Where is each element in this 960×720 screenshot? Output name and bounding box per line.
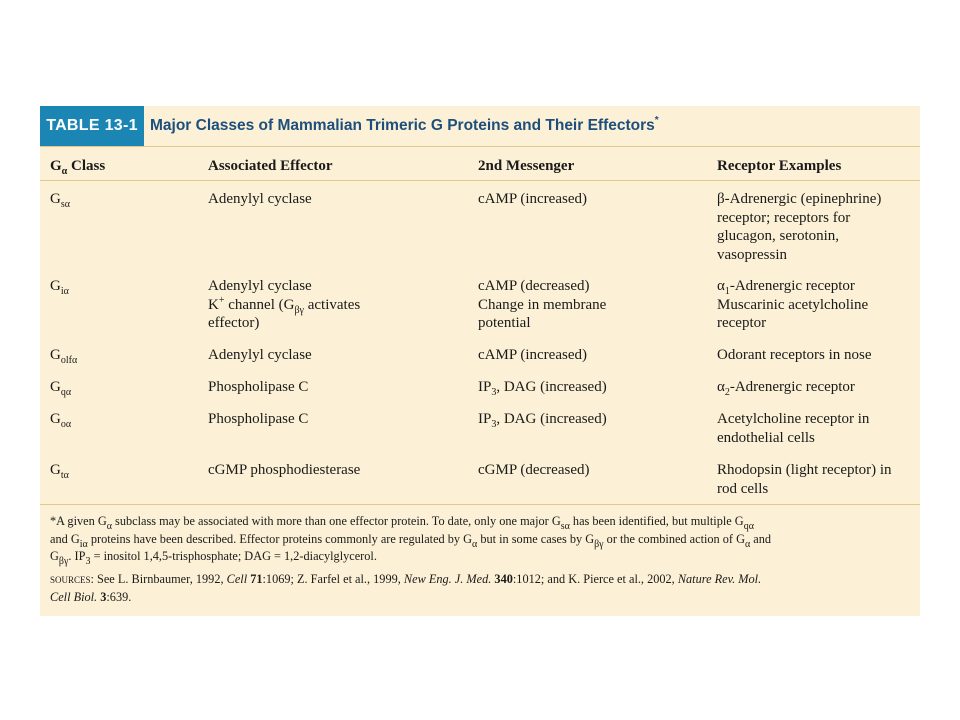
receptor-line: vasopressin xyxy=(717,246,787,263)
row-class-sub: oα xyxy=(60,419,72,430)
messenger-dag-text: , DAG (increased) xyxy=(496,379,607,395)
header-divider xyxy=(40,146,920,147)
row-class-sub: olfα xyxy=(60,355,78,366)
table-panel xyxy=(40,106,920,616)
footnote-sub: 3 xyxy=(85,556,91,567)
receptor-alpha: α xyxy=(717,278,725,294)
effector-channel-text: channel (G xyxy=(224,296,295,313)
footnote-sub: α xyxy=(106,521,112,532)
receptor-alpha: α xyxy=(717,379,725,395)
row-effector-golf: Adenylyl cyclase xyxy=(208,347,312,363)
row-messenger-gs: cAMP (increased) xyxy=(478,191,587,207)
receptor-line: receptor xyxy=(717,315,767,331)
messenger-ip-sub: 3 xyxy=(491,419,497,430)
footnote-sub: βγ xyxy=(58,556,69,567)
row-messenger-gt: cGMP (decreased) xyxy=(478,462,590,478)
footnote-text: proteins have been described. Effector proteins commonly are regulated by G xyxy=(87,531,473,546)
footnote-text: subclass may be associated with more than one effector protein. To date, only one major G xyxy=(111,514,561,528)
column-header-divider xyxy=(40,180,920,181)
sources-volume: 3 xyxy=(100,589,107,604)
row-class-gs xyxy=(50,190,70,209)
receptor-line: Muscarinic acetylcholine xyxy=(717,296,869,313)
footnote-text: has been identified, but multiple G xyxy=(569,514,744,528)
footnote-sub: α xyxy=(744,538,751,550)
footnote-sub: βγ xyxy=(594,538,604,550)
class-header-g: G xyxy=(50,158,62,174)
sources-journal: Nature Rev. Mol. xyxy=(677,572,762,586)
row-class-main: G xyxy=(50,411,61,427)
effector-k-charge: + xyxy=(218,294,225,306)
sources-text: : See L. Birnbaumer, 1992, xyxy=(90,572,227,586)
row-messenger-go xyxy=(478,410,607,429)
row-receptor-go xyxy=(717,410,869,447)
messenger-line: cAMP (decreased) xyxy=(478,278,590,294)
footnote-text: but in some cases by G xyxy=(477,531,595,546)
row-class-sub: iα xyxy=(60,286,69,297)
messenger-dag-text: , DAG (increased) xyxy=(496,411,607,427)
row-effector-gi xyxy=(208,277,360,333)
row-class-main: G xyxy=(50,347,61,363)
footnote-sub: sα xyxy=(560,521,570,532)
receptor-line: glucagon, serotonin, xyxy=(717,228,840,244)
row-receptor-gs xyxy=(717,190,881,264)
row-receptor-gi xyxy=(717,277,868,333)
row-effector-gs: Adenylyl cyclase xyxy=(208,191,312,207)
sources-journal: Cell xyxy=(226,572,248,586)
receptor-alpha-sub: 2 xyxy=(724,387,730,398)
footnote-divider xyxy=(40,504,920,505)
receptor-line: Acetylcholine receptor in xyxy=(717,411,870,427)
messenger-ip: IP xyxy=(478,411,492,427)
sources-journal: Cell Biol. xyxy=(50,589,98,604)
sources-journal: New Eng. J. Med. xyxy=(403,572,492,586)
footnote-text: G xyxy=(50,549,59,563)
row-class-golf xyxy=(50,346,77,365)
row-class-gi xyxy=(50,277,69,296)
effector-line: effector) xyxy=(208,315,260,331)
row-class-gt xyxy=(50,461,69,480)
row-class-gq xyxy=(50,378,71,397)
class-header-sub: α xyxy=(61,166,68,177)
table-title xyxy=(150,106,659,146)
footnote-text: = inositol 1,4,5-trisphosphate; DAG = 1,2-diacylglycerol. xyxy=(90,549,377,563)
messenger-ip: IP xyxy=(478,379,492,395)
effector-betagamma: βγ xyxy=(294,304,304,316)
column-header-messenger: 2nd Messenger xyxy=(478,158,575,174)
messenger-line: Change in membrane xyxy=(478,296,607,313)
row-effector-gt: cGMP phosphodiesterase xyxy=(208,462,361,478)
table-header xyxy=(40,106,920,146)
footnote-sub: iα xyxy=(79,538,88,550)
receptor-line: rod cells xyxy=(717,480,769,497)
table-number-tag: TABLE 13-1 xyxy=(40,106,144,146)
footnote-sub: α xyxy=(472,538,478,550)
column-header-receptor: Receptor Examples xyxy=(717,158,842,174)
row-messenger-golf: cAMP (increased) xyxy=(478,347,587,363)
footnote-text: and G xyxy=(50,531,80,546)
row-class-sub: tα xyxy=(60,470,69,481)
receptor-line: β-Adrenergic (epinephrine) xyxy=(717,191,882,207)
effector-k: K xyxy=(208,296,219,313)
table-title-text: Major Classes of Mammalian Trimeric G Proteins and Their Effectors xyxy=(150,117,655,134)
footnote-text: or the combined action of G xyxy=(603,531,745,546)
footnote-text: . IP xyxy=(68,549,86,563)
row-class-main: G xyxy=(50,191,61,207)
row-class-go xyxy=(50,410,71,429)
sources-text: :1069; Z. Farfel et al., 1999, xyxy=(262,572,404,586)
table-sources xyxy=(50,571,912,606)
row-receptor-gt xyxy=(717,461,892,498)
effector-activates-text: activates xyxy=(303,296,361,313)
footnote-sub: qα xyxy=(743,521,754,532)
class-header-rest: Class xyxy=(67,158,106,174)
column-header-effector: Associated Effector xyxy=(208,158,333,174)
effector-line: Adenylyl cyclase xyxy=(208,278,312,294)
column-header-class xyxy=(50,157,105,176)
sources-label: sources xyxy=(50,572,91,586)
sources-volume: 340 xyxy=(494,572,513,586)
messenger-line: potential xyxy=(478,315,531,331)
receptor-alpha-sub: 1 xyxy=(724,286,730,297)
effector-line xyxy=(208,296,360,315)
row-effector-go: Phospholipase C xyxy=(208,411,309,427)
row-class-main: G xyxy=(50,379,61,395)
sources-text: :639. xyxy=(106,589,132,604)
messenger-ip-sub: 3 xyxy=(491,387,497,398)
sources-text: :1012; and K. Pierce et al., 2002, xyxy=(512,572,678,586)
row-class-main: G xyxy=(50,462,61,478)
row-messenger-gi xyxy=(478,277,606,333)
title-footnote-mark: * xyxy=(654,115,659,126)
row-class-sub: qα xyxy=(60,387,72,398)
row-messenger-gq xyxy=(478,378,607,397)
receptor-adrenergic-text: -Adrenergic receptor xyxy=(729,278,855,294)
row-receptor-golf: Odorant receptors in nose xyxy=(717,347,872,363)
receptor-line: receptor; receptors for xyxy=(717,209,851,226)
row-class-sub: sα xyxy=(60,199,70,210)
row-receptor-gq xyxy=(717,378,855,397)
footnote-text: and xyxy=(750,531,772,546)
receptor-line xyxy=(717,277,868,296)
receptor-line: endothelial cells xyxy=(717,429,815,446)
row-effector-gq: Phospholipase C xyxy=(208,379,309,395)
table-footnote xyxy=(50,513,912,566)
sources-volume: 71 xyxy=(250,572,263,586)
footnote-text: *A given G xyxy=(50,514,107,528)
row-class-main: G xyxy=(50,278,61,294)
receptor-line: Rhodopsin (light receptor) in xyxy=(717,462,892,478)
receptor-adrenergic-text: -Adrenergic receptor xyxy=(729,379,855,395)
